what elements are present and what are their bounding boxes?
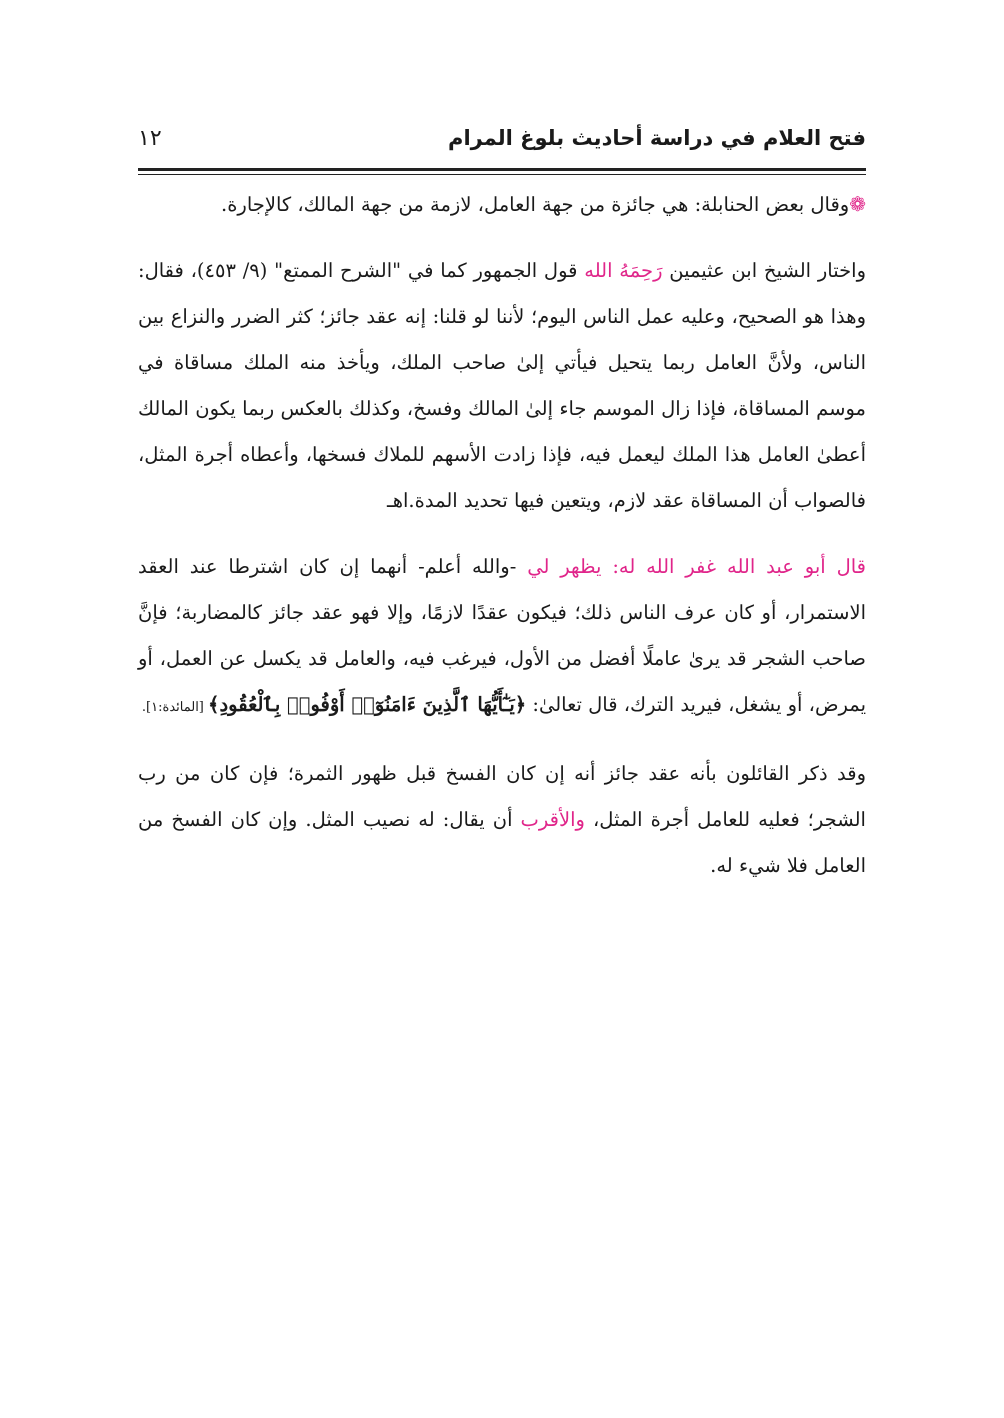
paragraph-hanabila [138, 181, 866, 228]
paragraph-author-opinion [138, 544, 866, 731]
header-rule-thin [138, 174, 866, 175]
paragraph-text: واختار الشيخ ابن عثيمين [662, 259, 866, 282]
author-label: قال أبو عبد الله غفر الله له: [612, 555, 866, 578]
verse-reference: [المائدة:١]. [141, 700, 209, 715]
book-title: فتح العلام في دراسة أحاديث بلوغ المرام [448, 126, 866, 150]
page [138, 118, 866, 889]
quran-verse: ﴿يَـٰٓأَيُّهَا ٱلَّذِينَ ءَامَنُوٓا۟ أَوْفُوا۟ بِٱلْعُقُودِ﴾ [208, 693, 527, 716]
paragraph-ibn-uthaymin [138, 248, 866, 524]
flower-icon: ❁ [849, 192, 866, 216]
paragraph-termination [138, 751, 866, 889]
paragraph-text: قول الجمهور كما في "الشرح الممتع" (٩/ ٤٥٣)، فقال: وهذا هو الصحيح، وعليه عمل الناس اليوم؛ لأننا لو قلنا: إنه عقد جائز؛ كثر الضرر والنزاع بين الناس، ولأنَّ العامل ربما يتحيل فيأتي إلىٰ صاحب الملك، ويأخذ منه الملك مساقاة في موسم المساقاة، فإذا زال الموسم جاء إلىٰ المالك وفسخ، وكذلك بالعكس ربما يكون المالك أعطىٰ العامل هذا الملك ليعمل فيه، فإذا زادت الأسهم للملاك فسخها، وأعطاه أجرة المثل، فالصواب أن المساقاة عقد لازم، ويتعين فيها تحديد المدة.اهـ [138, 259, 866, 512]
paragraph-text: وقال بعض الحنابلة: هي جائزة من جهة العامل، لازمة من جهة المالك، كالإجارة. [221, 193, 850, 216]
preferred-view-label: والأقرب [520, 808, 585, 831]
running-header [138, 118, 866, 164]
header-rule-thick [138, 168, 866, 171]
paragraph-text: أن يقال: له نصيب المثل. وإن كان الفسخ من العامل فلا شيء له. [138, 808, 866, 877]
page-number: ١٢ [138, 126, 162, 151]
paragraph-text: -والله أعلم- أنهما إن كان اشترطا عند العقد الاستمرار، أو كان عرف الناس ذلك؛ فيكون عقدًا لازمًا، وإلا فهو عقد جائز كالمضاربة؛ فإنَّ صاحب الشجر قد يرىٰ عاملًا أفضل من الأول، فيرغب فيه، والعامل قد يكسل عن العمل، أو يمرض، أو يشغل، فيريد الترك، قال تعالىٰ: [138, 555, 866, 716]
honorific: رَحِمَهُ الله [584, 259, 663, 282]
paragraph-text: وقد ذكر القائلون بأنه عقد جائز أنه إن كان الفسخ قبل ظهور الثمرة؛ فإن كان من رب الشجر؛ فعليه للعامل أجرة المثل، [138, 762, 866, 831]
opinion-lead: يظهر لي [527, 555, 613, 578]
main-text [138, 181, 866, 889]
